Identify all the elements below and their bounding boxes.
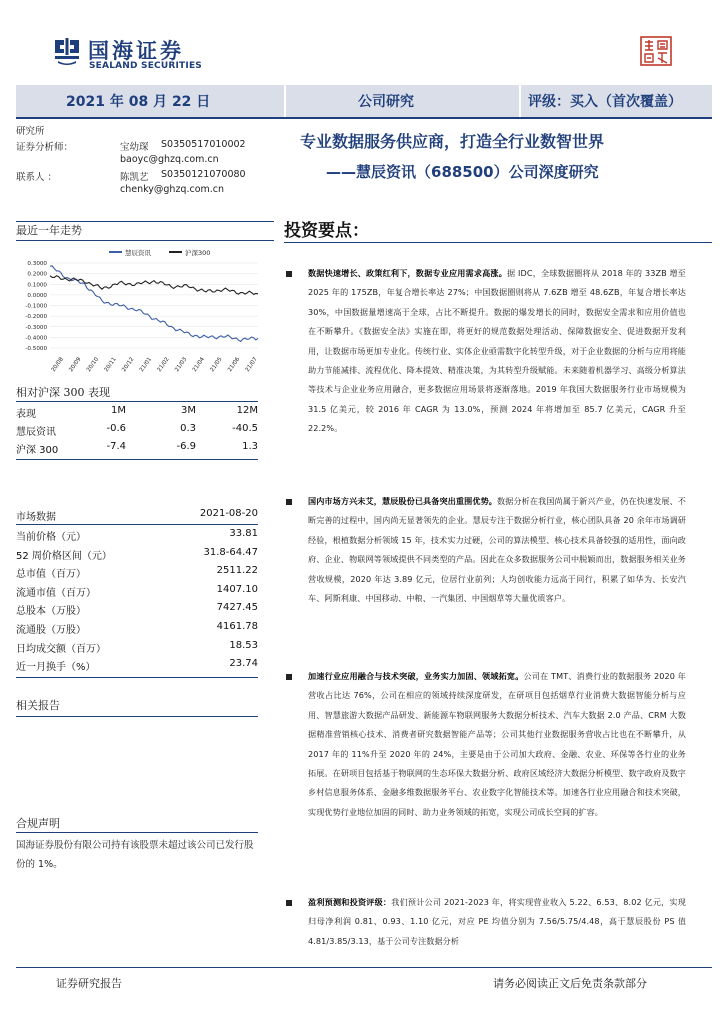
market-section-title: 市场数据 [16, 512, 56, 523]
table-cell: -7.4 [106, 441, 126, 452]
market-label: 日均成交额（百万） [16, 643, 106, 655]
series-line-stock [50, 266, 258, 342]
y-tick-label: -0.2000 [25, 314, 47, 321]
market-data-row [16, 547, 258, 564]
divider [16, 459, 258, 460]
market-value: 18.53 [229, 639, 258, 651]
market-value: 4161.78 [216, 621, 258, 632]
performance-header-row [16, 405, 258, 422]
market-value: 1407.10 [216, 583, 258, 595]
invest-paragraph-advantage [308, 492, 686, 608]
header-divider [284, 85, 286, 119]
invest-section-title: 投资要点： [284, 221, 369, 241]
divider [16, 716, 258, 717]
footer-left-label: 证券研究报告 [56, 977, 122, 990]
x-tick-label: 20/12 [121, 356, 136, 374]
x-tick-label: 21/06 [227, 356, 242, 374]
chart-legend [109, 248, 210, 257]
table-cell: 沪深 300 [16, 445, 59, 456]
y-tick-label: 0.1000 [27, 282, 47, 289]
market-date: 2021-08-20 [199, 508, 258, 519]
invest-paragraph-expansion [308, 667, 686, 822]
market-value: 31.8-64.47 [203, 546, 258, 558]
contact-label: 联系人 ： [16, 172, 58, 183]
chart-x-ticks [51, 356, 259, 373]
paragraph-lead: 国内市场方兴未艾，慧辰股份已具备突出重围优势。 [308, 496, 498, 506]
report-type: 公司研究 [358, 94, 414, 110]
logo-english-name: SEALAND SECURITIES [89, 61, 202, 71]
analyst-label: 证券分析师： [16, 142, 74, 153]
paragraph-body: 数据分析在我国尚属于新兴产业，仍在快速发展、不断完善的过程中，国内尚无显著领先的企业。慧辰专注于数据分析行业，核心团队具备 20 余年市场调研经验，根植数据分析领域 15 年，技术实力过硬，公司的算法模型、核心技术具备较强的适用性，面向政府、企业、物联网等领域提供不同类型的产品。因此在众多数据服务公司中脱颖而出，数据服务相关业务营收规模，2020 年达 3.89 亿元，位居行业前列；人均创收能力远高于同行，积累了如华为、长安汽车、阿斯利康、中国移动、中粮、一汽集团、中国烟草等大量优质客户。 [308, 496, 686, 604]
bullet-icon [286, 271, 292, 277]
invest-paragraph-market [308, 264, 686, 439]
performance-header-cell: 表现 [16, 409, 36, 420]
analyst-cert: S0350517010002 [161, 139, 246, 150]
performance-header-cell: 1M [111, 405, 126, 416]
market-data-row [16, 584, 258, 601]
paragraph-lead: 数据快速增长、政策红利下，数据专业应用需求高涨。 [308, 268, 507, 278]
legend-label-index: 沪深300 [185, 249, 211, 257]
x-tick-label: 20/10 [85, 356, 101, 374]
x-tick-label: 21/03 [174, 356, 189, 374]
market-header-row [16, 508, 258, 523]
y-tick-label: -0.5000 [25, 346, 47, 352]
contact-name: 陈凯艺 [120, 172, 149, 183]
header-divider [519, 85, 521, 119]
market-label: 流通市值（百万） [16, 587, 96, 599]
market-label: 当前价格（元） [16, 532, 86, 543]
market-value: 2511.22 [216, 565, 258, 577]
performance-section-title: 相对沪深 300 表现 [16, 386, 110, 399]
market-value: 23.74 [229, 658, 258, 670]
paragraph-body: 公司在 TMT、消费行业的数据服务 2020 年营收占比达 76%，公司在相应的领域持续深度研发，在研项目包括烟草行业消费大数据智能分析与应用、智慧旅游大数据产品研发、新能源车物联网服务大数据分析技术、汽车大数据 2.0 产品、CRM 大数据精准营销核心技术、消费者研究数据智能产品等；公司其他行业数据服务营收占比也在不断攀升，从 2017 年的 11%升至 2020 年的 24%，主要是由于公司加大政府、金融、农业、环保等各行业的业务拓展。在研项目包括基于物联网的生态环保大数据分析、政府区域经济大数据分析模型、数字政府及数字乡村信息服务体系、金融多维数据服务平台、农业数字化智能技术等。加速各行业应用融合和技术突破，实现优势行业地位加固的同时、助力业务领域的拓宽，实现公司成长空间的扩容。 [308, 671, 687, 817]
market-data-row [16, 640, 258, 657]
bullet-icon [286, 674, 292, 680]
market-data-row [16, 528, 258, 545]
x-tick-label: 21/04 [191, 356, 206, 374]
compliance-section-title: 合规声明 [16, 817, 60, 830]
market-value: 33.81 [229, 528, 258, 539]
report-date: 2021 年 08 月 22 日 [66, 94, 211, 110]
table-row [16, 441, 258, 458]
footer-disclaimer-label: 请务必阅读正文后免责条款部分 [493, 977, 647, 990]
market-label: 近一月换手（%） [16, 662, 96, 674]
seal-stamp-icon [640, 36, 672, 66]
market-label: 总市值（百万） [16, 569, 86, 581]
market-value: 7427.45 [216, 602, 258, 614]
table-cell: -0.6 [106, 423, 126, 434]
market-data-row [16, 658, 258, 675]
market-label: 总股本（万股） [16, 606, 86, 618]
y-tick-label: 0.3000 [27, 261, 47, 267]
paragraph-body: 我们预计公司 2021-2023 年，将实现营业收入 5.22、6.53、8.02 亿元，实现归母净利润 0.81、0.93、1.10 亿元，对应 PE 均值分别为 7.56/5.75/4.48，高于慧辰股份 PS 值 4.81/3.85/3.13，基于公司专注数据分析 [308, 897, 686, 946]
y-tick-label: -0.4000 [25, 335, 47, 342]
market-data-row [16, 621, 258, 638]
y-tick-label: -0.3000 [25, 324, 47, 331]
report-title: 专业数据服务供应商，打造全行业数智世界 [300, 132, 605, 151]
paragraph-lead: 加速行业应用融合与技术突破，业务实力加固、领域拓宽。 [308, 671, 524, 681]
table-cell: 1.3 [242, 441, 258, 452]
x-tick-label: 21/02 [156, 356, 171, 374]
logo-chinese-name: 国海证券 [88, 39, 184, 63]
analyst-email[interactable]: baoyc@ghzq.com.cn [120, 154, 219, 165]
legend-label-stock: 慧辰资讯 [125, 249, 151, 257]
trend-chart [14, 244, 264, 382]
invest-paragraph-forecast [308, 893, 686, 951]
performance-header-cell: 3M [181, 405, 196, 416]
footer-divider [16, 967, 712, 968]
related-section-title: 相关报告 [16, 699, 60, 712]
report-subtitle: ——慧辰资讯（688500）公司深度研究 [326, 163, 599, 181]
y-tick-label: -0.1000 [25, 303, 47, 310]
divider [16, 240, 274, 241]
x-tick-label: 20/09 [68, 356, 83, 374]
divider [16, 832, 258, 833]
series-line-index [50, 276, 258, 295]
divider [284, 242, 712, 243]
bullet-icon [286, 900, 292, 906]
table-cell: 0.3 [180, 423, 196, 434]
divider [16, 524, 258, 525]
paragraph-lead: 盈利预测和投资评级： [308, 897, 392, 907]
divider [16, 677, 258, 678]
analyst-name: 宝幼琛 [120, 142, 149, 153]
table-cell: -40.5 [232, 423, 258, 434]
y-tick-label: 0.0000 [27, 292, 47, 299]
contact-email[interactable]: chenky@ghzq.com.cn [120, 184, 225, 195]
x-tick-label: 21/07 [244, 356, 259, 374]
chart-y-ticks [25, 261, 47, 352]
rating-label: 评级：买入（首次覆盖） [528, 94, 682, 110]
x-tick-label: 21/01 [138, 356, 154, 374]
bullet-icon [286, 499, 292, 505]
chart-lines [50, 266, 258, 342]
table-cell: -6.9 [176, 441, 196, 452]
market-label: 流通股（万股） [16, 625, 86, 636]
sealand-logo-icon [52, 36, 82, 66]
compliance-text: 国海证券股份有限公司持有该股票未超过该公司已发行股份的 1%。 [16, 840, 254, 870]
performance-header-cell: 12M [236, 405, 258, 416]
x-tick-label: 21/05 [209, 356, 224, 374]
market-data-row [16, 565, 258, 582]
paragraph-body: 据 IDC，全球数据圈将从 2018 年的 33ZB 增至 2025 年的 175ZB，年复合增长率达 27%；中国数据圈则将从 7.6ZB 增至 48.6ZB，年复合增长率达 30%，中国数据量增速高于全球，占比不断提升。数据的爆发增长的同时，数据安全需求和应用价值也在不断攀升。《数据安全法》实施在即，将更好的规范数据处理活动、保障数据安全、促进数据开发利用，让数据市场更加专业化。传统行业、实体企业亟需数字化转型升级，对于企业数据的分析与应用将能助力节能减排、流程优化、降本提效、精准决策，为其转型升级赋能。未来随着机器学习、高级分析算法等技术与企业业务应用融合，更多数据应用场景将逐渐落地。2019 年我国大数据服务行业市场规模为 31.5 亿美元，较 2016 年 CAGR 为 13.0%，预测 2024 年将增加至 85.7 亿美元，CAGR 升至 22.2%。 [308, 268, 687, 434]
divider [16, 401, 258, 402]
contact-cert: S0350121070080 [161, 169, 246, 180]
market-data-row [16, 602, 258, 619]
institute-label: 研究所 [16, 126, 45, 137]
market-label: 52 周价格区间（元） [16, 550, 112, 562]
trend-section-title: 最近一年走势 [16, 224, 82, 237]
table-row [16, 423, 258, 440]
x-tick-label: 20/08 [50, 356, 65, 374]
header-underline [16, 117, 712, 119]
x-tick-label: 20/11 [103, 356, 118, 374]
table-cell: 慧辰资讯 [16, 427, 56, 438]
y-tick-label: 0.2000 [27, 271, 47, 278]
